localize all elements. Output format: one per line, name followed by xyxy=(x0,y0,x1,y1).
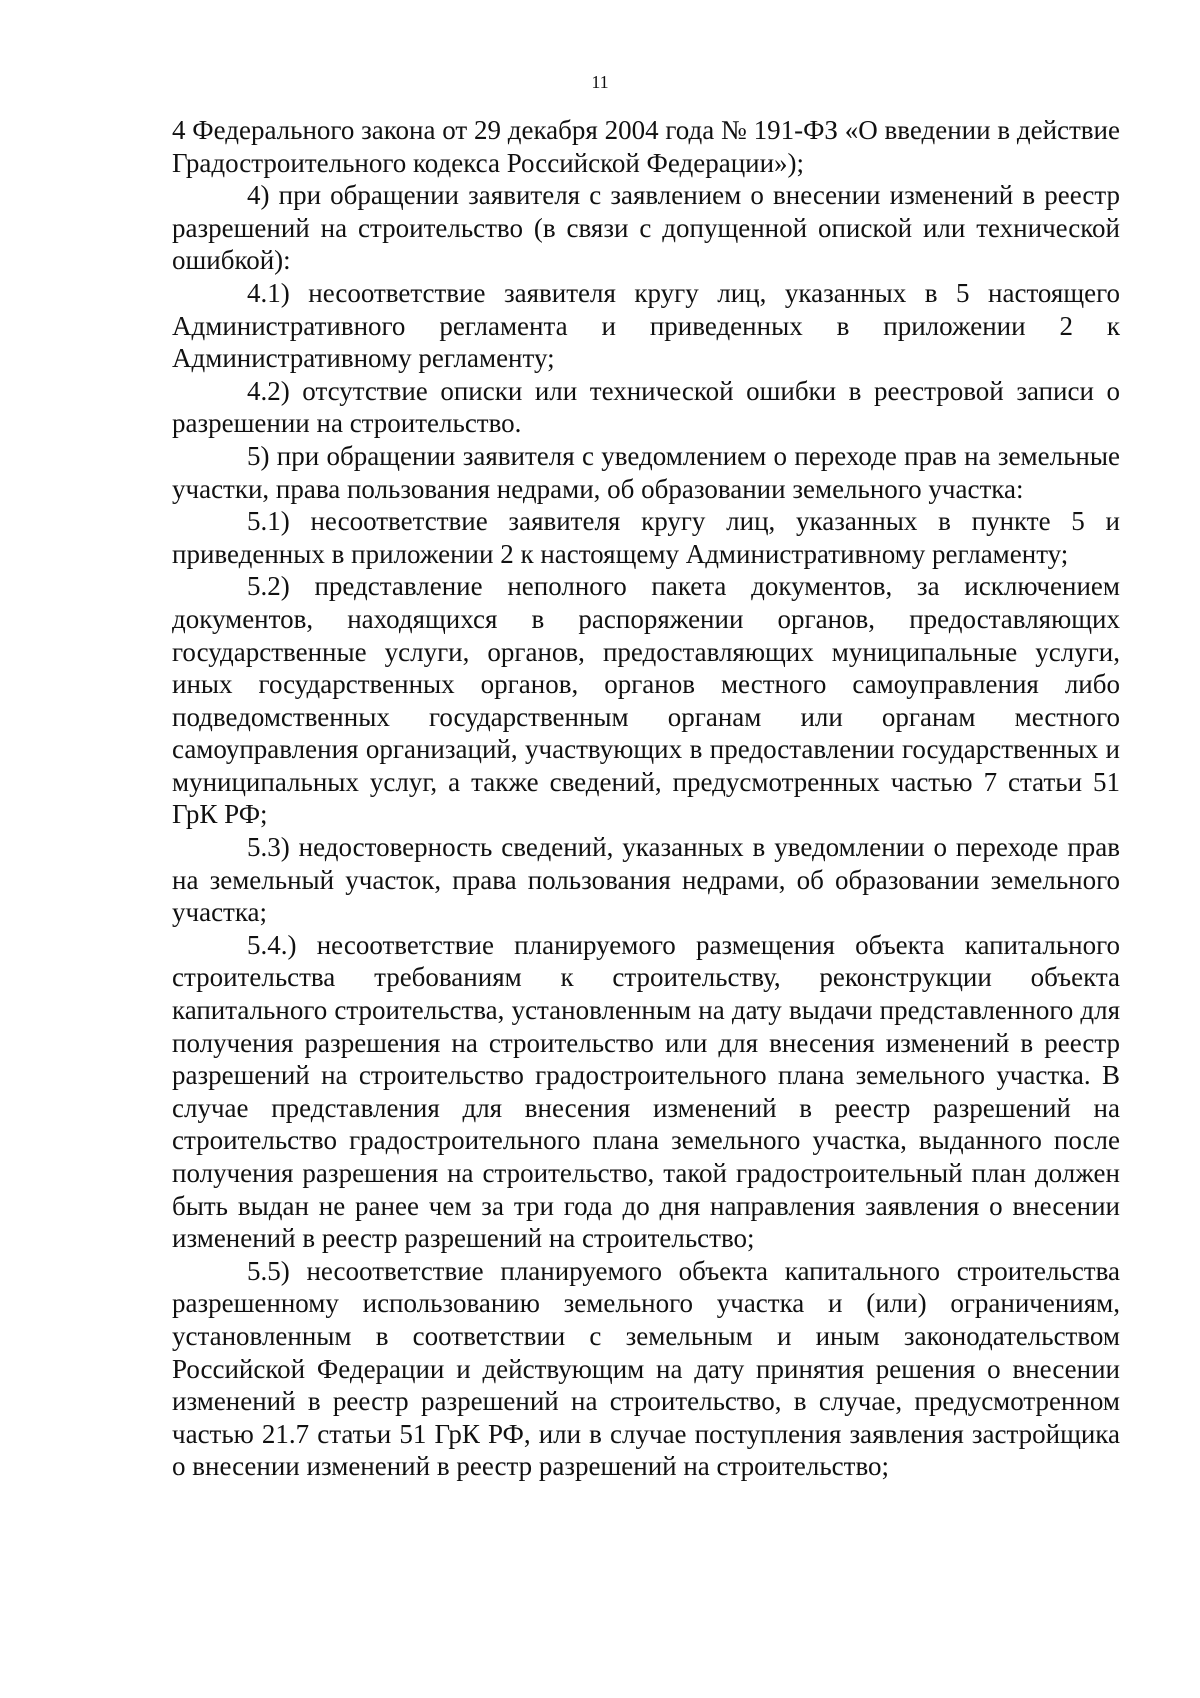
paragraph-item-5: 5) при обращении заявителя с уведомлением о переходе прав на земельные участки, права пользования недрами, об образовании земельного участка: xyxy=(172,440,1120,504)
paragraph-continuation: 4 Федерального закона от 29 декабря 2004 года № 191-ФЗ «О введении в действие Градостроительного кодекса Российской Федерации»); xyxy=(172,115,1120,178)
document-body xyxy=(172,114,1120,1483)
paragraph-item-4: 4) при обращении заявителя с заявлением о внесении изменений в реестр разрешений на строительство (в связи с допущенной опиской или технической ошибкой): xyxy=(172,180,1120,276)
paragraph-item-4-2: 4.2) отсутствие описки или технической ошибки в реестровой записи о разрешении на строительство. xyxy=(172,375,1120,439)
paragraph-item-5-5: 5.5) несоответствие планируемого объекта капитального строительства разрешенному использованию земельного участка и (или) ограничениям, установленным в соответствии с земельным и иным законодательством Российской Федерации и действующим на дату принятия решения о внесении изменений в реестр разрешений на строительство, в случае, предусмотренном частью 21.7 статьи 51 ГрК РФ, или в случае поступления заявления застройщика о внесении изменений в реестр разрешений на строительство; xyxy=(172,1255,1120,1482)
paragraph-item-5-4: 5.4.) несоответствие планируемого размещения объекта капитального строительства требованиям к строительству, реконструкции объекта капитального строительства, установленным на дату выдачи представленного для получения разрешения на строительство или для внесения изменений в реестр разрешений на строительство градостроительного плана земельного участка. В случае представления для внесения изменений в реестр разрешений на строительство градостроительного плана земельного участка, выданного после получения разрешения на строительство, такой градостроительный план должен быть выдан не ранее чем за три года до дня направления заявления о внесении изменений в реестр разрешений на строительство; xyxy=(172,929,1120,1254)
paragraph-item-5-3: 5.3) недостоверность сведений, указанных в уведомлении о переходе прав на земельный участок, права пользования недрами, об образовании земельного участка; xyxy=(172,832,1120,928)
paragraph-item-5-2: 5.2) представление неполного пакета документов, за исключением документов, находящихся в распоряжении органов, предоставляющих государственные услуги, органов, предоставляющих муниципальные услуги, иных государственных органов, органов местного самоуправления либо подведомственных государственным органам или органам местного самоуправления организаций, участвующих в предоставлении государственных и муниципальных услуг, а также сведений, предусмотренных частью 7 статьи 51 ГрК РФ; xyxy=(172,571,1120,830)
page-number: 11 xyxy=(591,72,609,92)
paragraph-item-5-1: 5.1) несоответствие заявителя кругу лиц, указанных в пункте 5 и приведенных в приложении 2 к настоящему Административному регламенту; xyxy=(172,506,1120,569)
paragraph-item-4-1: 4.1) несоответствие заявителя кругу лиц, указанных в 5 настоящего Административного регламента и приведенных в приложении 2 к Административному регламенту; xyxy=(172,277,1120,374)
